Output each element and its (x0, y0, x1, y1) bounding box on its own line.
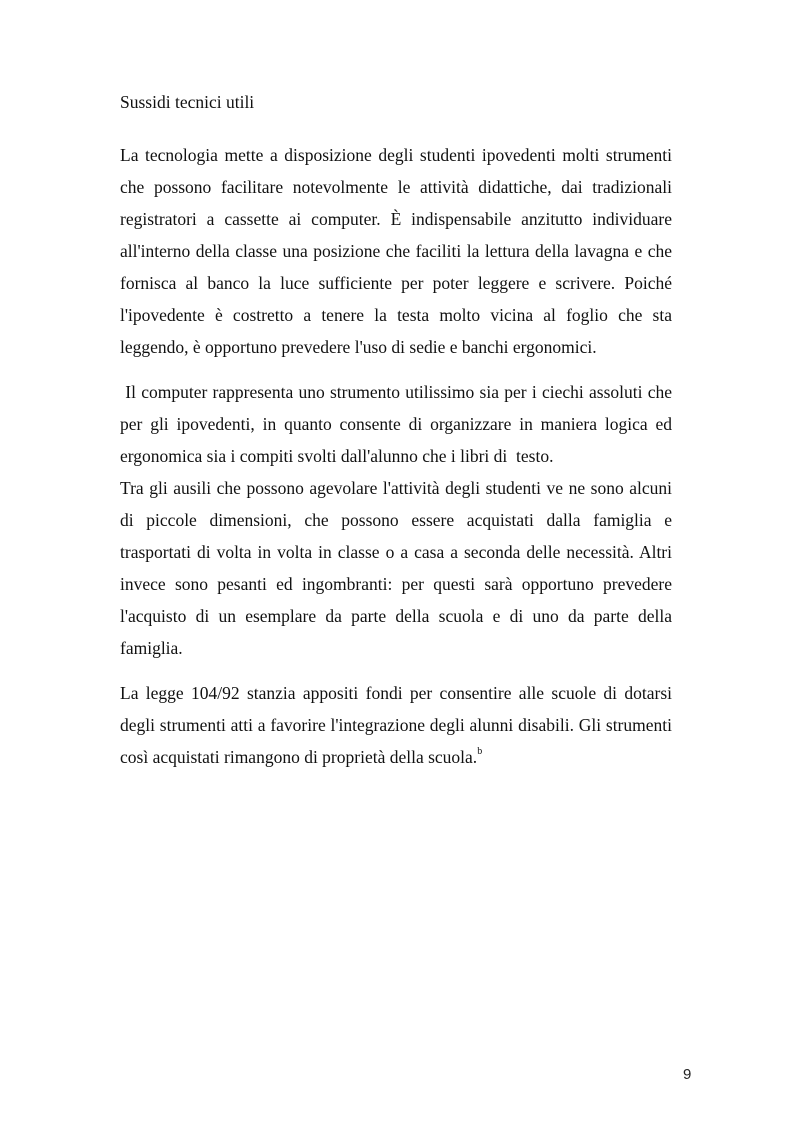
paragraph-computer: Il computer rappresenta uno strumento utilissimo sia per i ciechi assoluti che per gli ipovedenti, in quanto consente di organizzare in maniera logica ed ergonomica sia i compiti svolti dall'alunno che i libri di testo. (120, 382, 677, 466)
paragraph-aids: Tra gli ausili che possono agevolare l'attività degli studenti ve ne sono alcuni di piccole dimensioni, che possono essere acquistati dalla famiglia e trasportati di volta in volta in classe o a casa a seconda delle necessità. Altri invece sono pesanti ed ingombranti: per questi sarà opportuno prevedere l'acquisto di un esemplare da parte della scuola e di uno da parte della famiglia. (120, 478, 672, 658)
footnote-marker: b (477, 746, 483, 757)
page-number: 9 (683, 1066, 692, 1083)
paragraph-law (120, 677, 672, 773)
paragraph-technology: La tecnologia mette a disposizione degli studenti ipovedenti molti strumenti che possono facilitare notevolmente le attività didattiche, dai tradizionali registratori a cassette ai computer. È indispensabile anzitutto individuare all'interno della classe una posizione che faciliti la lettura della lavagna e che fornisca al banco la luce sufficiente per poter leggere e scrivere. Poiché l'ipovedente è costretto a tenere la testa molto vicina al foglio che sta leggendo, è opportuno prevedere l'uso di sedie e banchi ergonomici. (120, 145, 672, 357)
section-heading: Sussidi tecnici utili (120, 92, 255, 112)
document-body (120, 86, 677, 773)
paragraph-law-text: La legge 104/92 stanzia appositi fondi per consentire alle scuole di dotarsi degli strumenti atti a favorire l'integrazione degli alunni disabili. Gli strumenti così acquistati rimangono di proprietà della scuola. (120, 683, 672, 767)
